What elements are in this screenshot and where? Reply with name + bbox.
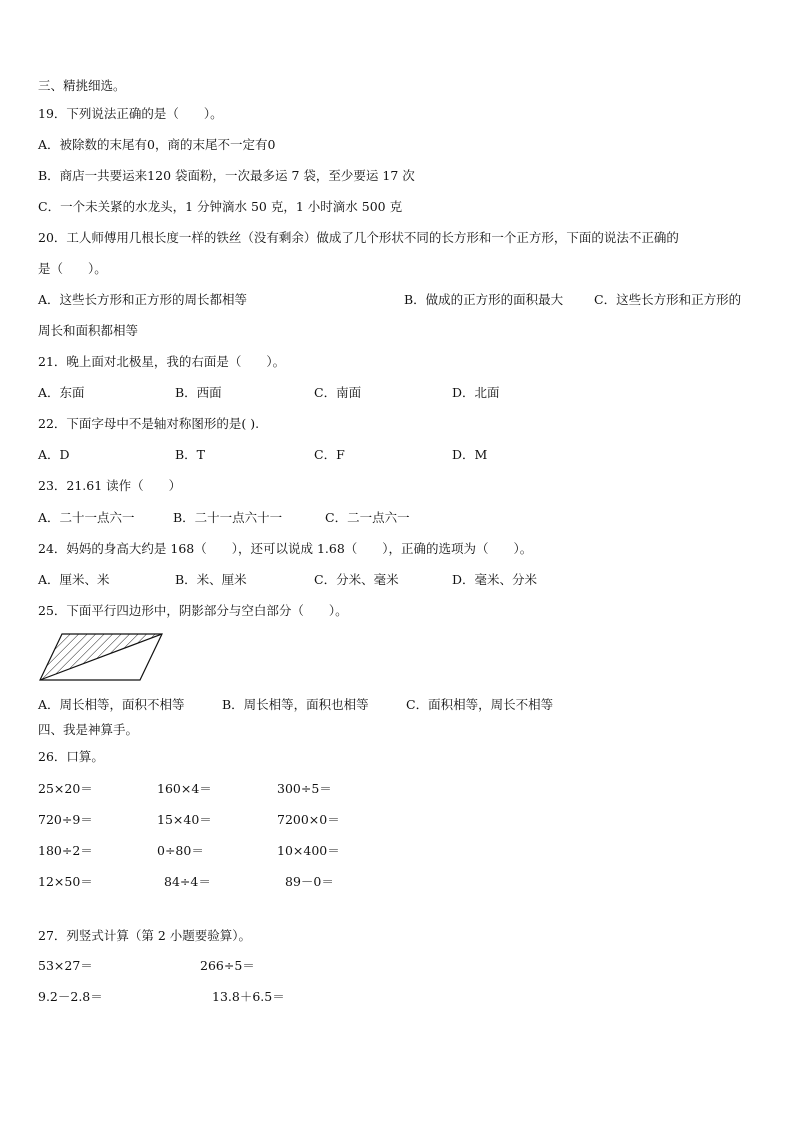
q20-stem-line1: 20．工人师傅用几根长度一样的铁丝（没有剩余）做成了几个形状不同的长方形和一个正方形，下面的说法不正确的 — [38, 230, 679, 245]
q26-item: 10×400＝ — [277, 843, 340, 858]
q26-stem: 26．口算。 — [38, 749, 104, 764]
q27-stem: 27．列竖式计算（第 2 小题要验算）。 — [38, 928, 252, 943]
q21-option-b[interactable]: B．西面 — [175, 385, 222, 400]
q19-stem: 19．下列说法正确的是（ ）。 — [38, 106, 223, 121]
q26-item: 89－0＝ — [285, 874, 334, 889]
q25-option-b[interactable]: B．周长相等，面积也相等 — [222, 697, 369, 712]
section-4-title: 四、我是神算手。 — [38, 722, 139, 737]
q21-option-c[interactable]: C．南面 — [314, 385, 362, 400]
q22-option-b[interactable]: B．T — [175, 447, 206, 462]
q26-item: 300÷5＝ — [277, 781, 332, 796]
q20-option-b[interactable]: B．做成的正方形的面积最大 — [404, 292, 564, 307]
q23-option-a[interactable]: A．二十一点六一 — [38, 510, 135, 525]
q26-item: 84÷4＝ — [164, 874, 211, 889]
q25-option-a[interactable]: A．周长相等，面积不相等 — [38, 697, 185, 712]
q24-option-d[interactable]: D．毫米、分米 — [452, 572, 538, 587]
q26-item: 160×4＝ — [157, 781, 212, 796]
q26-item: 25×20＝ — [38, 781, 93, 796]
q26-item: 12×50＝ — [38, 874, 93, 889]
q25-option-c[interactable]: C．面积相等，周长不相等 — [406, 697, 554, 712]
q23-option-c[interactable]: C．二一点六一 — [325, 510, 410, 525]
q24-stem: 24．妈妈的身高大约是 168（ ），还可以说成 1.68（ ），正确的选项为（ ）。 — [38, 541, 533, 556]
q22-stem: 22．下面字母中不是轴对称图形的是( ). — [38, 416, 260, 431]
q27-item: 13.8＋6.5＝ — [212, 989, 285, 1004]
section-3-title: 三、精挑细选。 — [38, 78, 126, 93]
q24-option-a[interactable]: A．厘米、米 — [38, 572, 110, 587]
q27-item: 53×27＝ — [38, 958, 93, 973]
q26-item: 15×40＝ — [157, 812, 212, 827]
q19-option-a[interactable]: A．被除数的末尾有0，商的末尾不一定有0 — [38, 137, 276, 152]
parallelogram-figure — [38, 632, 163, 682]
q26-item: 0÷80＝ — [157, 843, 204, 858]
q22-option-c[interactable]: C．F — [314, 447, 345, 462]
q23-option-b[interactable]: B．二十一点六十一 — [173, 510, 283, 525]
q27-item: 266÷5＝ — [200, 958, 255, 973]
q24-option-c[interactable]: C．分米、毫米 — [314, 572, 399, 587]
q20-option-c-line1[interactable]: C．这些长方形和正方形的 — [594, 292, 742, 307]
q26-item: 180÷2＝ — [38, 843, 93, 858]
q19-option-c[interactable]: C．一个未关紧的水龙头，1 分钟滴水 50 克，1 小时滴水 500 克 — [38, 199, 403, 214]
q23-stem: 23．21.61 读作（ ） — [38, 478, 182, 493]
q21-stem: 21．晚上面对北极星，我的右面是（ ）。 — [38, 354, 286, 369]
q20-option-c-line2[interactable]: 周长和面积都相等 — [38, 323, 139, 338]
q22-option-d[interactable]: D．M — [452, 447, 488, 462]
q21-option-d[interactable]: D．北面 — [452, 385, 500, 400]
q25-stem: 25．下面平行四边形中，阴影部分与空白部分（ ）。 — [38, 603, 348, 618]
q21-option-a[interactable]: A．东面 — [38, 385, 85, 400]
q26-item: 7200×0＝ — [277, 812, 340, 827]
q26-item: 720÷9＝ — [38, 812, 93, 827]
q24-option-b[interactable]: B．米、厘米 — [175, 572, 247, 587]
q19-option-b[interactable]: B．商店一共要运来120 袋面粉，一次最多运 7 袋，至少要运 17 次 — [38, 168, 415, 183]
q20-stem-line2: 是（ ）。 — [38, 261, 107, 276]
q22-option-a[interactable]: A．D — [38, 447, 70, 462]
q27-item: 9.2－2.8＝ — [38, 989, 103, 1004]
q20-option-a[interactable]: A．这些长方形和正方形的周长都相等 — [38, 292, 248, 307]
